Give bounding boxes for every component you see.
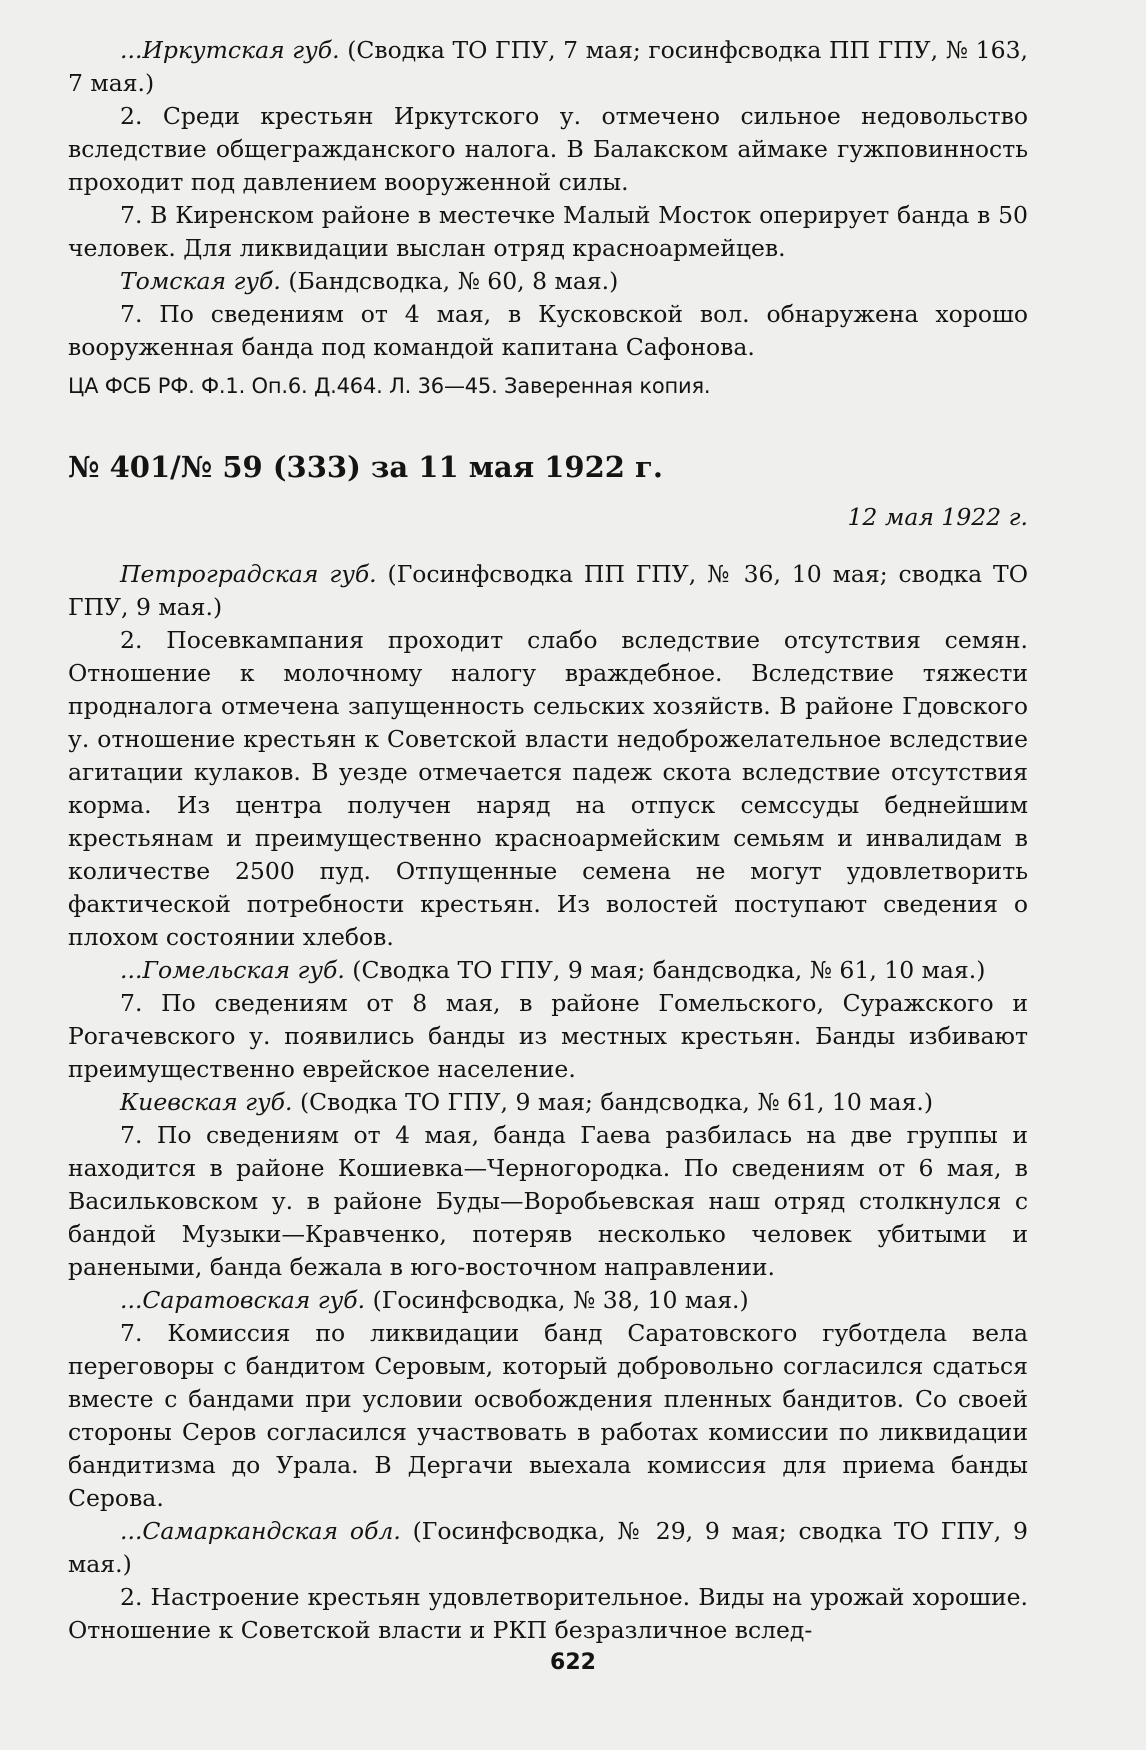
document-date: 12 мая 1922 г.: [847, 503, 1028, 531]
region-name: ...Самаркандская обл.: [120, 1517, 401, 1545]
source-ref: (Сводка ТО ГПУ, 7 мая; госинфсводка ПП ГПУ, № 163, 7 мая.): [68, 36, 1028, 97]
source-line: [68, 1086, 1028, 1119]
region-name: ...Саратовская губ.: [120, 1286, 366, 1314]
source-ref: (Госинфсводка, № 29, 9 мая; сводка ТО ГПУ, 9 мая.): [68, 1517, 1028, 1578]
region-name: ...Иркутская губ.: [120, 36, 340, 64]
source-line: [68, 265, 1028, 298]
source-line: [68, 34, 1028, 100]
source-ref: (Сводка ТО ГПУ, 9 мая; бандсводка, № 61, 10 мая.): [344, 956, 986, 984]
archive-reference: ЦА ФСБ РФ. Ф.1. Оп.6. Д.464. Л. 36—45. Заверенная копия.: [68, 374, 711, 398]
paragraph: 7. В Киренском районе в местечке Малый Мосток оперирует банда в 50 человек. Для ликвидации выслан отряд красноармейцев.: [68, 201, 1028, 262]
source-line: [68, 558, 1028, 624]
source-ref: (Госинфсводка, № 38, 10 мая.): [365, 1286, 749, 1314]
source-line: [68, 1284, 1028, 1317]
paragraph: 7. Комиссия по ликвидации банд Саратовского губотдела вела переговоры с бандитом Серовым, который добровольно согласился сдаться вместе с бандами при условии освобождения пленных бандитов. Со своей стороны Серов согласился участвовать в работах комиссии по ликвидации бандитизма до Урала. В Дергачи выехала комиссия для приема банды Серова.: [68, 1319, 1028, 1512]
paragraph: 7. По сведениям от 4 мая, в Кусковской вол. обнаружена хорошо вооруженная банда под командой капитана Сафонова.: [68, 300, 1028, 361]
region-name: Томская губ.: [120, 267, 281, 295]
source-ref: (Госинфсводка ПП ГПУ, № 36, 10 мая; сводка ТО ГПУ, 9 мая.): [68, 560, 1028, 621]
source-ref: (Бандсводка, № 60, 8 мая.): [280, 267, 619, 295]
region-name: ...Гомельская губ.: [120, 956, 345, 984]
text-column: [68, 34, 1028, 1647]
paragraph: 2. Посевкампания проходит слабо вследствие отсутствия семян. Отношение к молочному налогу враждебное. Вследствие тяжести продналога отмечена запущенность сельских хозяйств. В районе Гдовского у. отношение крестьян к Советской власти недоброжелательное вследствие агитации кулаков. В уезде отмечается падеж скота вследствие отсутствия корма. Из центра получен наряд на отпуск семссуды беднейшим крестьянам и преимущественно красноармейским семьям и инвалидам в количестве 2500 пуд. Отпущенные семена не могут удовлетворить фактической потребности крестьян. Из волостей поступают сведения о плохом состоянии хлебов.: [68, 626, 1028, 951]
document-heading: № 401/№ 59 (333) за 11 мая 1922 г.: [68, 450, 663, 484]
paragraph: 7. По сведениям от 8 мая, в районе Гомельского, Суражского и Рогачевского у. появились банды из местных крестьян. Банды избивают преимущественно еврейское население.: [68, 989, 1028, 1083]
page-number: 622: [550, 1650, 596, 1675]
source-ref: (Сводка ТО ГПУ, 9 мая; бандсводка, № 61, 10 мая.): [292, 1088, 934, 1116]
paragraph: 2. Настроение крестьян удовлетворительное. Виды на урожай хорошие. Отношение к Советской власти и РКП безразличное вслед-: [68, 1583, 1028, 1644]
region-name: Петроградская губ.: [120, 560, 377, 588]
paragraph: 7. По сведениям от 4 мая, банда Гаева разбилась на две группы и находится в районе Кошиевка—Черногородка. По сведениям от 6 мая, в Васильковском у. в районе Буды—Воробьевская наш отряд столкнулся с бандой Музыки—Кравченко, потеряв несколько человек убитыми и ранеными, банда бежала в юго-восточном направлении.: [68, 1121, 1028, 1281]
source-line: [68, 1515, 1028, 1581]
paragraph: 2. Среди крестьян Иркутского у. отмечено сильное недовольство вследствие общегражданского налога. В Балакском аймаке гужповинность проходит под давлением вооруженной силы.: [68, 102, 1028, 196]
region-name: Киевская губ.: [120, 1088, 293, 1116]
source-line: [68, 954, 1028, 987]
